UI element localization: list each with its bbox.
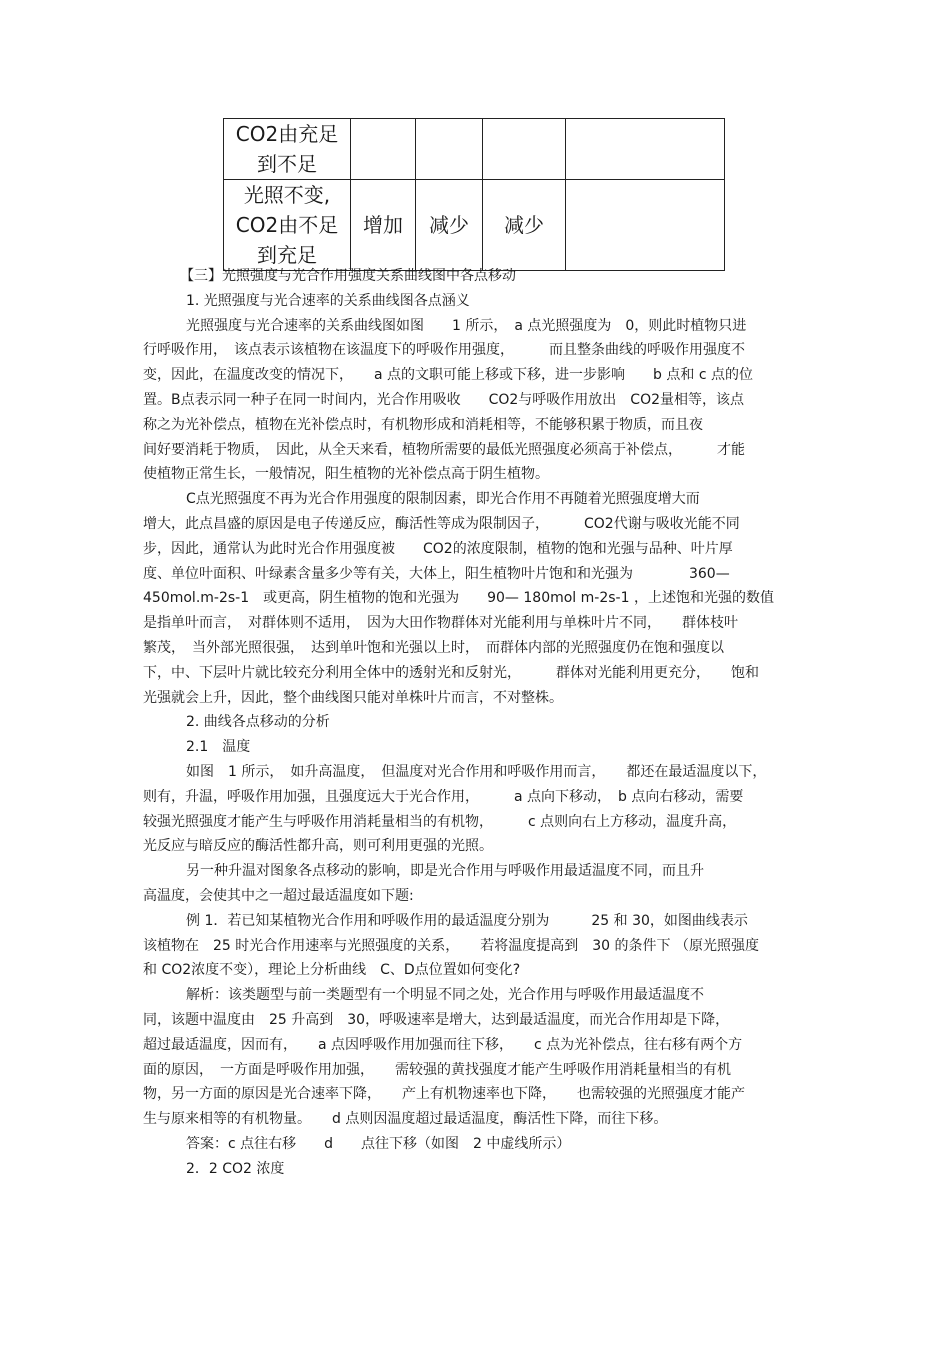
table-cell	[566, 180, 725, 271]
text-line: 另一种升温对图象各点移动的影响，即是光合作用与呼吸作用最适温度不同，而且升	[186, 863, 704, 880]
text-line: 下，中、下层叶片就比较充分利用全体中的透射光和反射光， 群体对光能利用更充分， 饱和	[143, 664, 759, 681]
text-line: 繁茂， 当外部光照很强， 达到单叶饱和光强以上时， 而群体内部的光照强度仍在饱和强度以	[143, 639, 724, 656]
text-line: 该植物在 25 时光合作用速率与光照强度的关系， 若将温度提高到 30 的条件下 （原光照强度	[143, 937, 759, 954]
table-cell	[483, 180, 566, 271]
table-cell	[224, 180, 351, 271]
cell-text: 减少	[504, 213, 544, 237]
cell-text: 增加	[363, 213, 403, 237]
text-line: 生与原来相等的有机物量。 d 点则因温度超过最适温度，酶活性下降，而往下移。	[143, 1111, 668, 1128]
text-line: 置。B点表示同一种子在同一时间内，光合作用吸收 CO2与呼吸作用放出 CO2量相等，该点	[143, 391, 745, 408]
table-cell	[416, 180, 483, 271]
table-cell	[351, 119, 416, 180]
text-line: 是指单叶而言， 对群体则不适用， 因为大田作物群体对光能利用与单株叶片不同， 群体枝叶	[143, 615, 738, 632]
table-row	[224, 119, 725, 180]
cell-text: CO2由充足 到不足	[235, 122, 339, 176]
table-cell	[483, 119, 566, 180]
analysis-line: 解析：该类题型与前一类题型有一个明显不同之处，光合作用与呼吸作用最适温度不	[186, 987, 704, 1004]
section-heading: 【三】光照强度与光合作用强度关系曲线图中各点移动	[180, 268, 516, 284]
text-line: 步，因此，通常认为此时光合作用强度被 CO2的浓度限制，植物的饱和光强与品种、叶片厚	[143, 540, 733, 557]
table-row	[224, 180, 725, 271]
table-cell	[351, 180, 416, 271]
text-line: 则有，升温，呼吸作用加强，且强度远大于光合作用， a 点向下移动， b 点向右移动，需要	[143, 788, 744, 805]
text-line: 同，该题中温度由 25 升高到 30，呼吸速率是增大，达到最适温度，而光合作用却是下降，	[143, 1011, 730, 1028]
text-line: 面的原因， 一方面是呼吸作用加强， 需较强的黄找强度才能产生呼吸作用消耗量相当的有机	[143, 1061, 731, 1078]
body-text	[143, 264, 823, 1181]
table-cell	[566, 119, 725, 180]
text-line: 度、单位叶面积、叶绿素含量多少等有关，大体上，阳生植物叶片饱和和光强为 360—	[143, 565, 730, 582]
text-line: 光强就会上升，因此，整个曲线图只能对单株叶片而言，不对整株。	[143, 689, 563, 706]
cell-text: 光照不变, CO2由不足 到充足	[235, 183, 339, 267]
text-line: 光照强度与光合速率的关系曲线图如图 1 所示， a 点光照强度为 0，则此时植物只进	[186, 317, 747, 334]
text-line: 行呼吸作用， 该点表示该植物在该温度下的呼吸作用强度， 而且整条曲线的呼吸作用强度不	[143, 342, 745, 359]
text-line: 450mol.m-2s-1 或更高，阴生植物的饱和光强为 90— 180mol m-2s-1 ，上述饱和光强的数值	[143, 590, 774, 607]
text-line: 变，因此，在温度改变的情况下， a 点的文职可能上移或下移，进一步影响 b 点和 c 点的位	[143, 367, 753, 384]
text-line: 称之为光补偿点，植物在光补偿点时，有机物形成和消耗相等，不能够积累于物质，而且夜	[143, 416, 703, 433]
text-line: C点光照强度不再为光合作用强度的限制因素，即光合作用不再随着光照强度增大而	[186, 491, 700, 508]
comparison-table	[223, 118, 725, 271]
table-cell	[416, 119, 483, 180]
table-cell	[224, 119, 351, 180]
subsection-heading: 2．2 CO2 浓度	[186, 1160, 285, 1177]
example-line: 例 1．若已知某植物光合作用和呼吸作用的最适温度分别为 25 和 30，如图曲线表示	[186, 912, 748, 929]
text-line: 物，另一方面的原因是光合速率下降， 产上有机物速率也下降， 也需较强的光照强度才能产	[143, 1086, 745, 1103]
text-line: 和 CO2浓度不变），理论上分析曲线 C、D点位置如何变化?	[143, 962, 521, 979]
cell-text: 减少	[429, 213, 469, 237]
text-line: 较强光照强度才能产生与呼吸作用消耗量相当的有机物， c 点则向右上方移动，温度升高，	[143, 813, 737, 830]
answer-line: 答案：c 点往右移 d 点往下移（如图 2 中虚线所示）	[186, 1135, 571, 1152]
text-line: 使植物正常生长，一般情况，阳生植物的光补偿点高于阴生植物。	[143, 466, 549, 483]
subsection-heading: 2.1 温度	[186, 739, 251, 756]
text-line: 超过最适温度，因而有， a 点因呼吸作用加强而往下移， c 点为光补偿点，往右移有两个方	[143, 1036, 743, 1053]
text-line: 如图 1 所示， 如升高温度， 但温度对光合作用和呼吸作用而言， 都还在最适温度以下，	[186, 763, 767, 780]
text-line: 间好要消耗于物质， 因此，从全天来看，植物所需要的最低光照强度必须高于补偿点， 才能	[143, 441, 745, 458]
subsection-heading: 2. 曲线各点移动的分析	[186, 714, 330, 731]
text-line: 增大，此点昌盛的原因是电子传递反应，酶活性等成为限制因子， CO2代谢与吸收光能不同	[143, 515, 740, 532]
text-line: 光反应与暗反应的酶活性都升高，则可利用更强的光照。	[143, 838, 493, 855]
subsection-heading: 1. 光照强度与光合速率的关系曲线图各点涵义	[186, 292, 470, 309]
text-line: 高温度，会使其中之一超过最适温度如下题:	[143, 887, 414, 904]
